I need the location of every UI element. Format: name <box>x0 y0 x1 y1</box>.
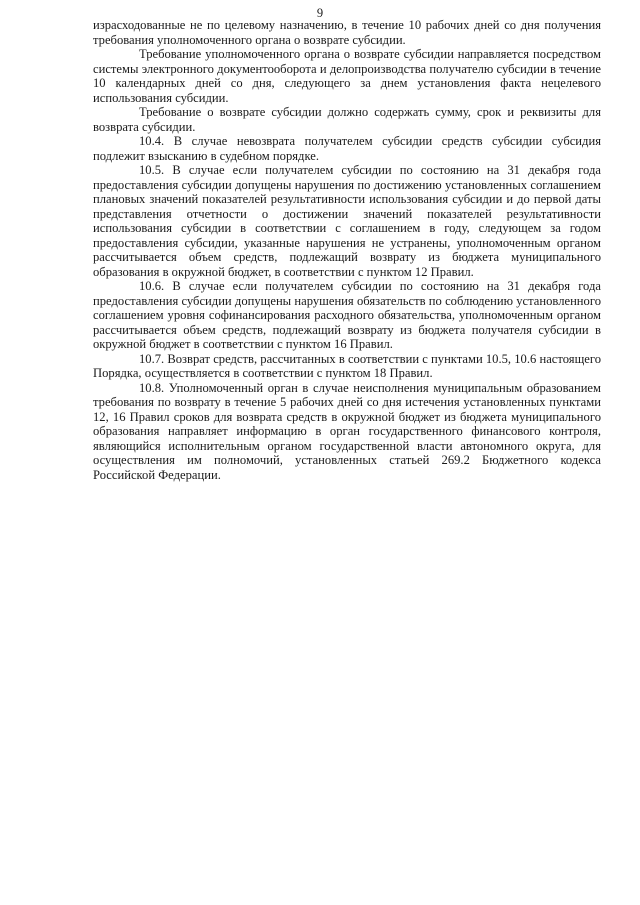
paragraph-10-8: 10.8. Уполномоченный орган в случае неисполнения муниципальным образованием требования по возврату в течение 5 рабочих дней со дня истечения установленных пунктами 12, 16 Правил сроков для возврата средств в окружной бюджет из бюджета муниципального образования направляет информацию в орган государственного финансового контроля, являющийся исполнительным органом государственной власти автономного округа, для осуществления им полномочий, установленных статьей 269.2 Бюджетного кодекса Российской Федерации. <box>93 380 601 482</box>
page-number: 9 <box>316 6 324 20</box>
paragraph-return-requirement: Требование уполномоченного органа о возврате субсидии направляется посредством системы электронного документооборота и делопроизводства получателю субсидии в течение 10 календарных дней со дня, следующего за днем установления факта нецелевого использования субсидии. <box>93 47 601 105</box>
document-body <box>93 18 601 482</box>
paragraph-requirement-contents: Требование о возврате субсидии должно содержать сумму, срок и реквизиты для возврата субсидии. <box>93 105 601 134</box>
paragraph-10-5: 10.5. В случае если получателем субсидии по состоянию на 31 декабря года предоставления субсидии допущены нарушения по достижению установленных соглашением плановых значений показателей результативности использования субсидии и до первой даты представления отчетности о достижении значений показателей результативности использования субсидии в соответствии с соглашением в году, следующем за годом предоставления субсидии, указанные нарушения не устранены, уполномоченным органом рассчитывается объем средств, подлежащий возврату из бюджета муниципального образования в окружной бюджет, в соответствии с пунктом 12 Правил. <box>93 163 601 279</box>
paragraph-10-6: 10.6. В случае если получателем субсидии по состоянию на 31 декабря года предоставления субсидии допущены нарушения обязательств по соблюдению установленного соглашением уровня софинансирования расходного обязательства, уполномоченным органом рассчитывается объем средств, подлежащий возврату из бюджета получателя субсидии в окружной бюджет в соответствии с пунктом 16 Правил. <box>93 279 601 351</box>
paragraph-10-7: 10.7. Возврат средств, рассчитанных в соответствии с пунктами 10.5, 10.6 настоящего Порядка, осуществляется в соответствии с пунктом 18 Правил. <box>93 351 601 380</box>
paragraph-continuation: израсходованные не по целевому назначению, в течение 10 рабочих дней со дня получения требования уполномоченного органа о возврате субсидии. <box>93 18 601 47</box>
paragraph-10-4: 10.4. В случае невозврата получателем субсидии средств субсидии субсидия подлежит взысканию в судебном порядке. <box>93 134 601 163</box>
